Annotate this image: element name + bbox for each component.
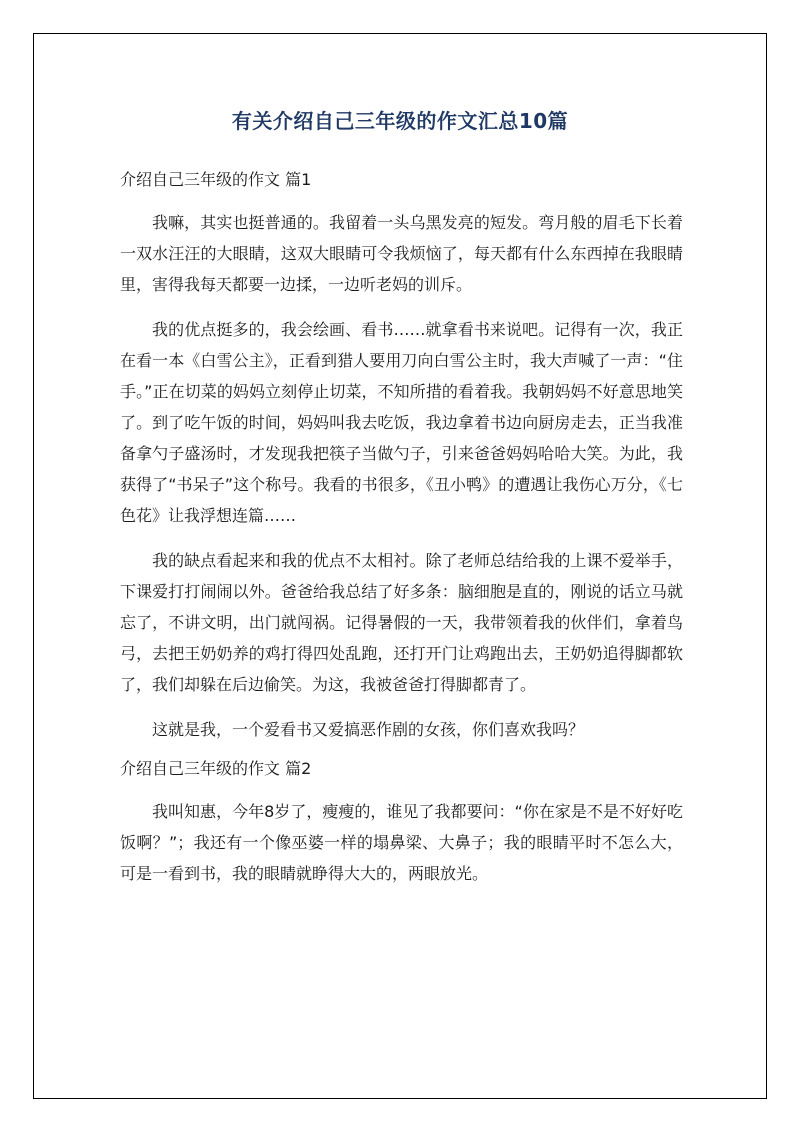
paragraph: 我叫知惠，今年8岁了，瘦瘦的，谁见了我都要问：“你在家是不是不好好吃饭啊？”；我还有一个像巫婆一样的塌鼻梁、大鼻子；我的眼睛平时不怎么大，可是一看到书，我的眼睛就睁得大大的，两眼放光。 — [120, 802, 683, 883]
document-body — [120, 170, 683, 903]
document-title: 有关介绍自己三年级的作文汇总10篇 — [231, 109, 569, 133]
paragraph: 我的优点挺多的，我会绘画、看书……就拿看书来说吧。记得有一次，我正在看一本《白雪公主》，正看到猎人要用刀向白雪公主时，我大声喊了一声：“住手。”正在切菜的妈妈立刻停止切菜，不知所措的看着我。我朝妈妈不好意思地笑了。到了吃午饭的时间，妈妈叫我去吃饭，我边拿着书边向厨房走去，正当我准备拿勺子盛汤时，才发现我把筷子当做勺子，引来爸爸妈妈哈哈大笑。为此，我获得了“书呆子”这个称号。我看的书很多，《丑小鸭》的遭遇让我伤心万分，《七色花》让我浮想连篇…… — [120, 320, 683, 525]
essay-section-2 — [120, 759, 683, 889]
paragraph: 这就是我，一个爱看书又爱搞恶作剧的女孩，你们喜欢我吗？ — [152, 720, 585, 739]
paragraph: 我嘛，其实也挺普通的。我留着一头乌黑发亮的短发。弯月般的眉毛下长着一双水汪汪的大眼睛，这双大眼睛可令我烦恼了，每天都有什么东西掉在我眼睛里，害得我每天都要一边揉，一边听老妈的训斥。 — [120, 213, 683, 294]
paragraph: 我的缺点看起来和我的优点不太相衬。除了老师总结给我的上课不爱举手，下课爱打打闹闹以外。爸爸给我总结了好多条：脑细胞是直的，刚说的话立马就忘了，不讲文明，出门就闯祸。记得暑假的一天，我带领着我的伙伴们，拿着鸟弓，去把王奶奶养的鸡打得四处乱跑，还打开门让鸡跑出去，王奶奶追得脚都软了，我们却躲在后边偷笑。为这，我被爸爸打得脚都青了。 — [120, 551, 683, 694]
essay-section-1 — [120, 170, 683, 745]
section-heading: 介绍自己三年级的作文 篇1 — [120, 170, 312, 189]
section-heading: 介绍自己三年级的作文 篇2 — [120, 759, 312, 778]
